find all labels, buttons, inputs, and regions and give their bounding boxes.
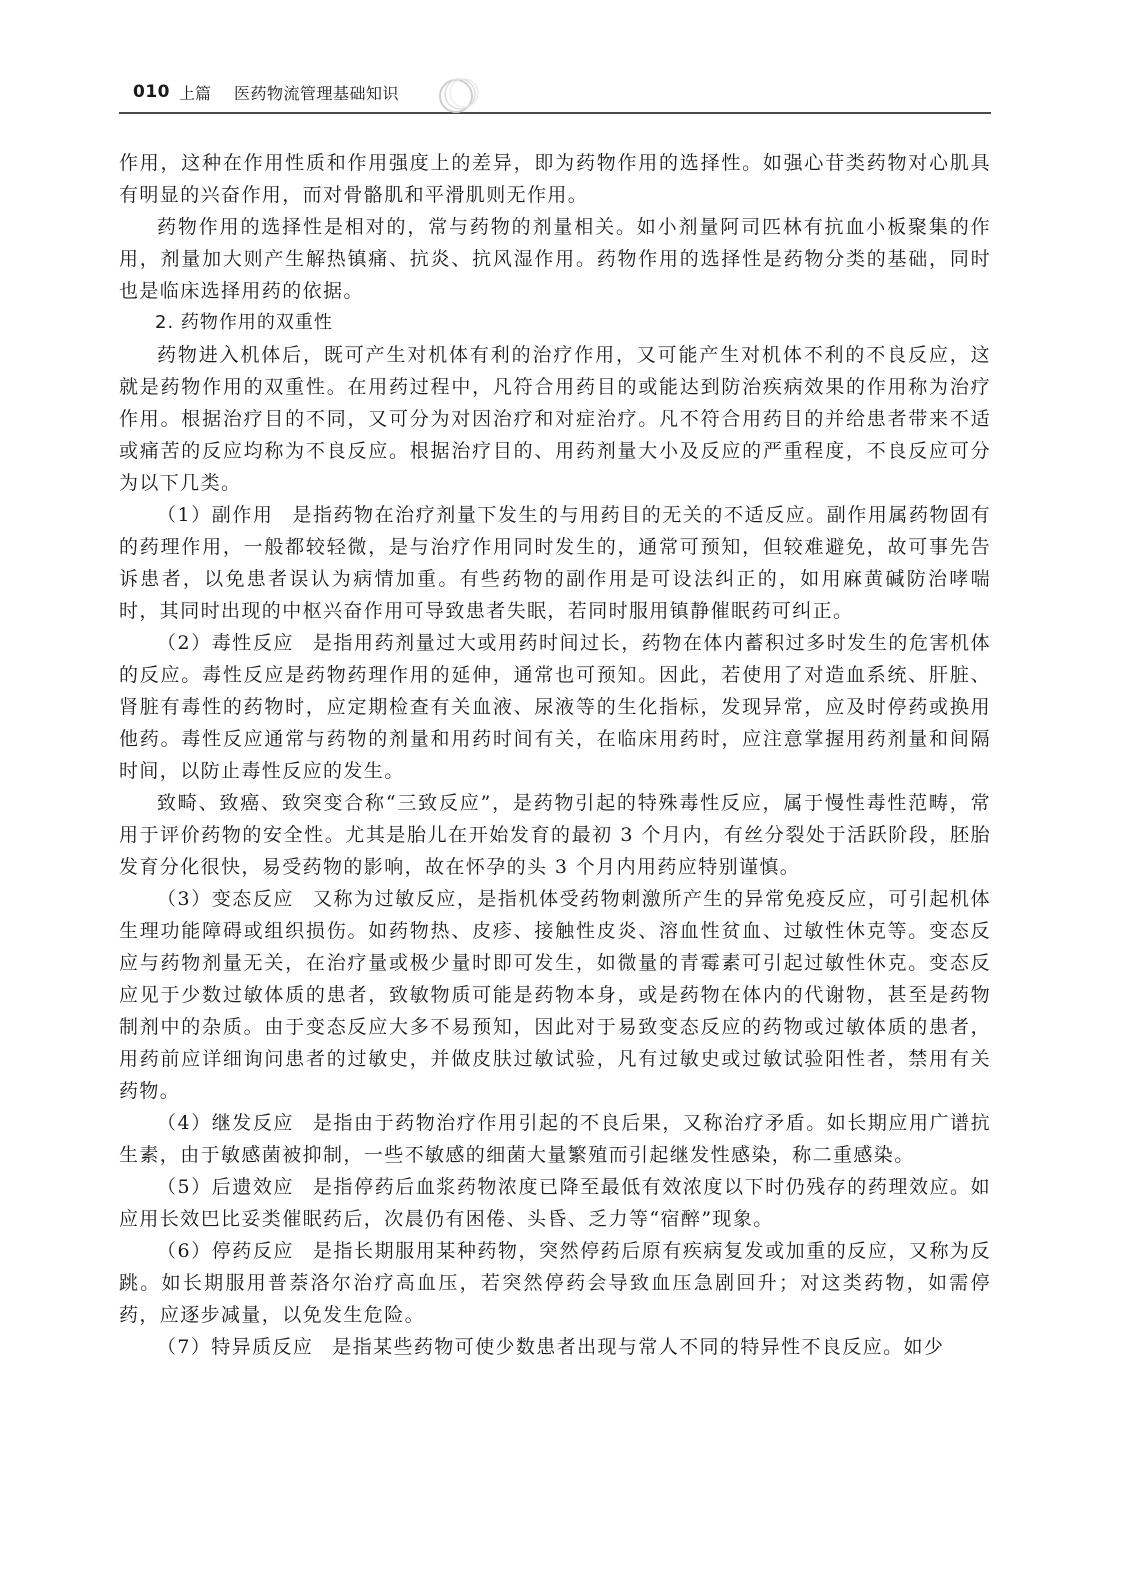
term-label: （1）副作用 [157,504,274,526]
term-label: （2）毒性反应 [157,632,294,654]
term-label: （3）变态反应 [157,888,294,910]
term-definition: 是指某些药物可使少数患者出现与常人不同的特异性不良反应。如少 [332,1336,945,1358]
term-definition: 是指药物在治疗剂量下发生的与用药目的无关的不适反应。副作用属药物固有的药理作用，一般都较轻微，是与治疗作用同时发生的，通常可预知，但较难避免，故可事先告诉患者，以免患者误认为病情加重。有些药物的副作用是可设法纠正的，如用麻黄碱防治哮喘时，其同时出现的中枢兴奋作用可导致患者失眠，若同时服用镇静催眠药可纠正。 [119,504,991,622]
list-item-toxic-reaction [119,627,991,787]
paragraph-selectivity: 药物作用的选择性是相对的，常与药物的剂量相关。如小剂量阿司匹林有抗血小板聚集的作用，剂量加大则产生解热镇痛、抗炎、抗风湿作用。药物作用的选择性是药物分类的基础，同时也是临床选择用药的依据。 [119,216,991,302]
term-label: （7）特异质反应 [157,1336,314,1358]
page-header [119,72,991,114]
paragraph-duality: 药物进入机体后，既可产生对机体有利的治疗作用，又可能产生对机体不利的不良反应，这就是药物作用的双重性。在用药过程中，凡符合用药目的或能达到防治疾病效果的作用称为治疗作用。根据治疗目的不同，又可分为对因治疗和对症治疗。凡不符合用药目的并给患者带来不适或痛苦的反应均称为不良反应。根据治疗目的、用药剂量大小及反应的严重程度，不良反应可分为以下几类。 [119,344,991,494]
term-label: （5）后遗效应 [157,1176,294,1198]
term-definition: 是指用药剂量过大或用药时间过长，药物在体内蓄积过多时发生的危害机体的反应。毒性反应是药物药理作用的延伸，通常也可预知。因此，若使用了对造血系统、肝脏、肾脏有毒性的药物时，应定期检查有关血液、尿液等的生化指标，发现异常，应及时停药或换用他药。毒性反应通常与药物的剂量和用药时间有关，在临床用药时，应注意掌握用药剂量和间隔时间，以防止毒性反应的发生。 [119,632,992,782]
paragraph-three-effects: 致畸、致癌、致突变合称“三致反应”，是药物引起的特殊毒性反应，属于慢性毒性范畴，常用于评价药物的安全性。尤其是胎儿在开始发育的最初 3 个月内，有丝分裂处于活跃阶段，胚胎发育分化很快，易受药物的影响，故在怀孕的头 3 个月内用药应特别谨慎。 [119,792,991,878]
circle-ornament-icon [434,74,494,114]
list-item-withdrawal-reaction [119,1235,991,1331]
paragraph-selectivity-cont: 作用，这种在作用性质和作用强度上的差异，即为药物作用的选择性。如强心苷类药物对心肌具有明显的兴奋作用，而对骨骼肌和平滑肌则无作用。 [119,152,991,206]
page-number: 010 [133,82,170,102]
page-body [119,147,991,1363]
section-heading-duality: 2. 药物作用的双重性 [155,312,333,333]
term-definition: 是指由于药物治疗作用引起的不良后果，又称治疗矛盾。如长期应用广谱抗生素，由于敏感菌被抑制，一些不敏感的细菌大量繁殖而引起继发性感染，称二重感染。 [119,1112,992,1166]
term-label: （6）停药反应 [157,1240,294,1262]
part-label: 上篇 [179,84,212,103]
list-item-residual-effect [119,1171,991,1235]
list-item-secondary-reaction [119,1107,991,1171]
term-definition: 是指停药后血浆药物浓度已降至最低有效浓度以下时仍残存的药理效应。如应用长效巴比妥类催眠药后，次晨仍有困倦、头昏、乏力等“宿醉”现象。 [119,1176,992,1230]
list-item-idiosyncratic-reaction [119,1331,991,1363]
running-title: 医药物流管理基础知识 [234,84,400,103]
term-definition: 又称为过敏反应，是指机体受药物刺激所产生的异常免疫反应，可引起机体生理功能障碍或组织损伤。如药物热、皮疹、接触性皮炎、溶血性贫血、过敏性休克等。变态反应与药物剂量无关，在治疗量或极少量时即可发生，如微量的青霉素可引起过敏性休克。变态反应见于少数过敏体质的患者，致敏物质可能是药物本身，或是药物在体内的代谢物，甚至是药物制剂中的杂质。由于变态反应大多不易预知，因此对于易致变态反应的药物或过敏体质的患者，用药前应详细询问患者的过敏史，并做皮肤过敏试验，凡有过敏史或过敏试验阳性者，禁用有关药物。 [119,888,992,1102]
term-label: （4）继发反应 [157,1112,294,1134]
list-item-allergic-reaction [119,883,991,1107]
term-definition: 是指长期服用某种药物，突然停药后原有疾病复发或加重的反应，又称为反跳。如长期服用普萘洛尔治疗高血压，若突然停药会导致血压急剧回升；对这类药物，如需停药，应逐步减量，以免发生危险。 [119,1240,992,1326]
list-item-side-effect [119,499,991,627]
